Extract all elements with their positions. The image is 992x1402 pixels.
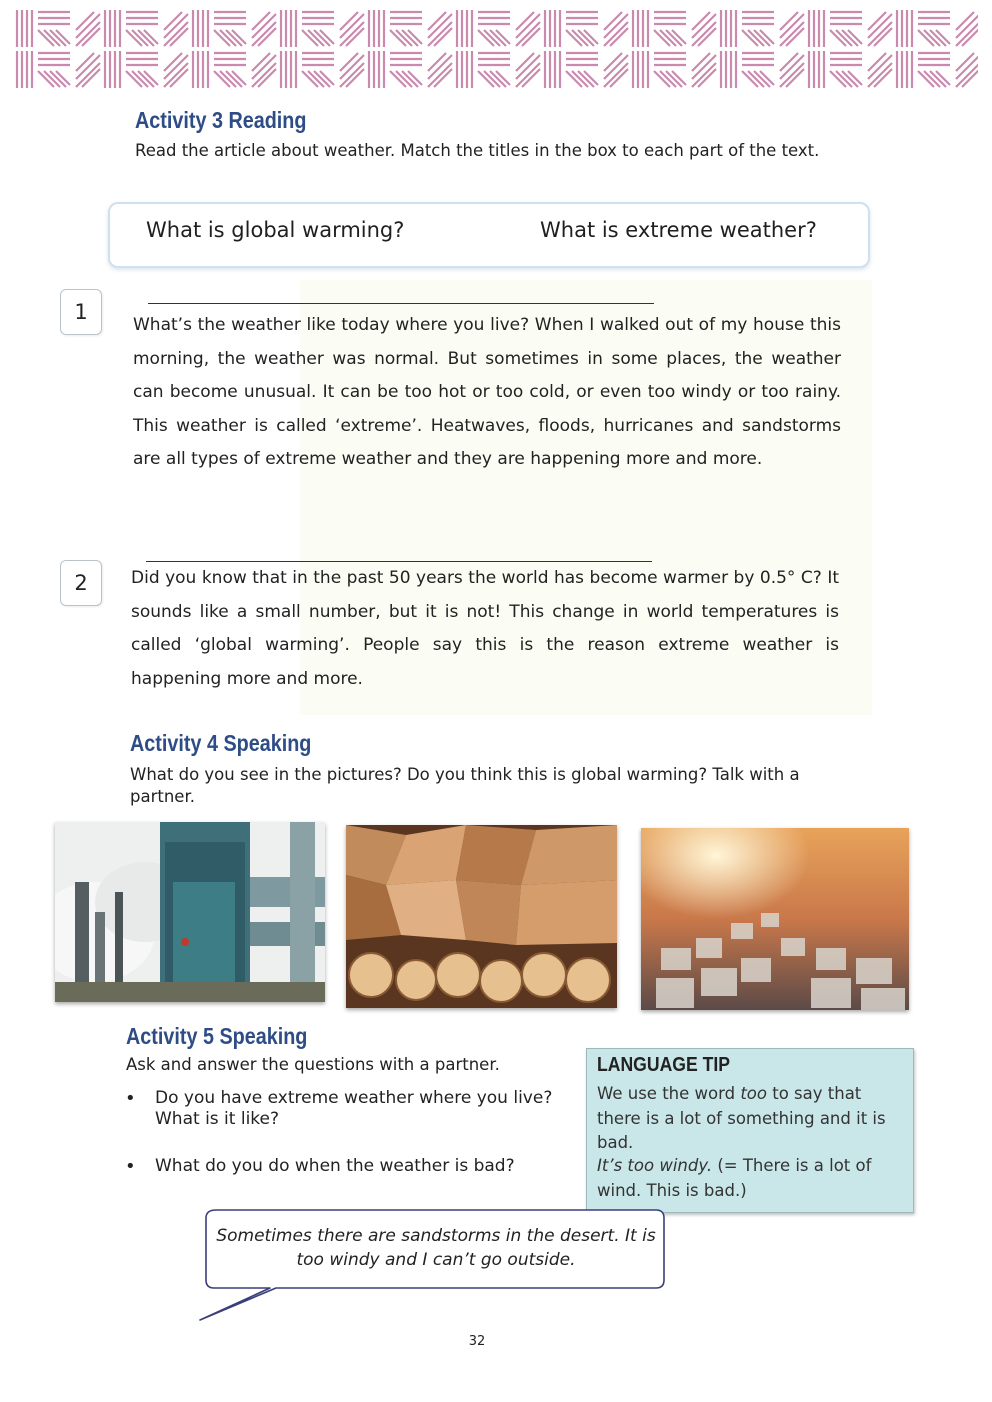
activity-4-instruction: What do you see in the pictures? Do you think this is global warming? Talk with a partner. xyxy=(130,765,800,806)
section-number-2: 2 xyxy=(60,560,102,606)
activity-3-heading: Activity 3 Reading xyxy=(135,107,307,133)
list-item: • Do you have extreme weather where you live? What is it like? xyxy=(125,1088,585,1130)
section-number-1: 1 xyxy=(60,289,102,335)
question-list xyxy=(125,1088,585,1177)
list-item: • What do you do when the weather is bad? xyxy=(125,1156,585,1177)
title-option-extreme-weather[interactable]: What is extreme weather? xyxy=(540,218,817,242)
factory-photo xyxy=(55,822,325,1002)
firewood-photo xyxy=(346,825,617,1008)
activity-5-instruction: Ask and answer the questions with a partner. xyxy=(126,1055,500,1074)
speech-bubble-text: Sometimes there are sandstorms in the desert. It is too windy and I can’t go outside. xyxy=(216,1226,656,1270)
title-option-global-warming[interactable]: What is global warming? xyxy=(146,218,405,242)
article-paragraph-1: What’s the weather like today where you live? When I walked out of my house this morning, the weather was normal. But sometimes in some places, the weather can become unusual. It can be too hot or too cold, or even too windy or too rainy. This weather is called ‘extreme’. Heatwaves, floods, hurricanes and sandstorms are all types of extreme weather and they are happening more and more. xyxy=(133,315,841,469)
article-paragraph-2: Did you know that in the past 50 years the world has become warmer by 0.5° C? It sounds like a small number, but it is not! This change in world temperatures is called ‘global warming’. People say this is the reason extreme weather is happening more and more. xyxy=(131,568,839,689)
answer-line-1[interactable] xyxy=(148,303,654,304)
page-number: 32 xyxy=(468,1334,486,1349)
language-tip-box xyxy=(586,1048,914,1213)
traffic-jam-photo xyxy=(641,828,909,1010)
titles-box xyxy=(108,202,870,268)
activity-5-heading: Activity 5 Speaking xyxy=(126,1023,308,1049)
language-tip-example: It’s too windy. (= There is a lot of wind. This is bad.) xyxy=(597,1156,872,1200)
language-tip-title: LANGUAGE TIP xyxy=(597,1054,730,1076)
activity-3-instruction: Read the article about weather. Match the titles in the box to each part of the text. xyxy=(135,141,820,160)
activity-4-heading: Activity 4 Speaking xyxy=(130,730,312,756)
language-tip-explanation: We use the word too to say that there is a lot of something and it is bad. xyxy=(597,1084,886,1152)
decorative-banner xyxy=(14,8,978,90)
